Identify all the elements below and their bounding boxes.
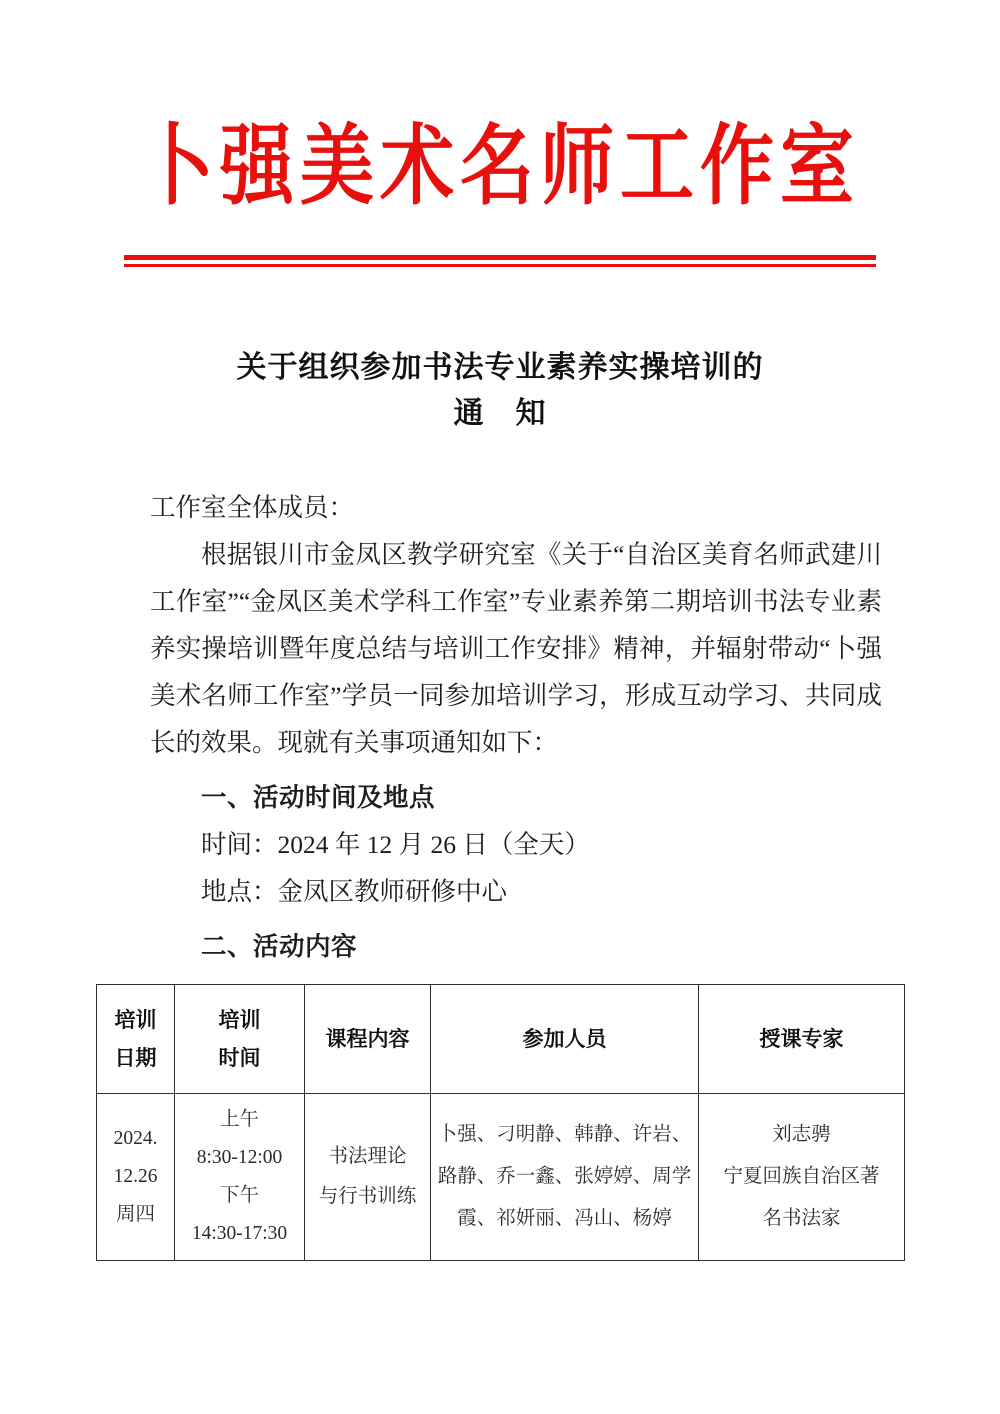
header-participants-line-1: 参加人员 xyxy=(522,1026,607,1051)
schedule-table xyxy=(96,984,905,1261)
expert-line-3: 名书法家 xyxy=(762,1207,841,1229)
column-header-course-content xyxy=(305,984,431,1093)
cell-training-date xyxy=(97,1093,175,1260)
letterhead-title: 卜强美术名师工作室 xyxy=(140,115,860,218)
date-line-2: 12.26 xyxy=(113,1165,158,1187)
participants-line-1: 卜强、刁明静、韩静、许岩、 xyxy=(437,1123,692,1145)
schedule-table-wrapper xyxy=(96,984,904,1261)
date-line-3: 周四 xyxy=(115,1203,155,1225)
table-header-row xyxy=(97,984,905,1093)
participants-line-2: 路静、乔一鑫、张婷婷、周学 xyxy=(437,1165,692,1187)
body-paragraph-1: 根据银川市金凤区教学研究室《关于“自治区美育名师武建川工作室”“金凤区美术学科工作室”专业素养第二期培训书法专业素养实操培训暨年度总结与培训工作安排》精神，并辐射带动“卜强美术名师工作室”学员一同参加培训学习，形成互动学习、共同成长的效果。现就有关事项通知如下： xyxy=(150,539,882,757)
expert-line-1: 刘志骋 xyxy=(772,1123,831,1145)
course-line-1: 书法理论 xyxy=(328,1145,407,1167)
participants-line-3: 霞、祁妍丽、冯山、杨婷 xyxy=(457,1207,672,1229)
time-line-2: 8:30-12:00 xyxy=(196,1146,283,1168)
column-header-training-time xyxy=(175,984,305,1093)
table-row xyxy=(97,1093,905,1260)
time-line-1: 上午 xyxy=(219,1108,259,1130)
expert-line-2: 宁夏回族自治区著 xyxy=(723,1165,880,1187)
activity-time-line: 时间：2024 年 12 月 26 日（全天） xyxy=(201,829,590,859)
letterhead-divider xyxy=(124,255,876,267)
time-line-3: 下午 xyxy=(219,1184,259,1206)
time-line-4: 14:30-17:30 xyxy=(191,1222,288,1244)
document-title-line-2: 通 知 xyxy=(453,397,547,431)
date-line-1: 2024. xyxy=(113,1127,158,1149)
column-header-participants xyxy=(431,984,699,1093)
section-heading-1: 一、活动时间及地点 xyxy=(201,782,436,812)
cell-participants xyxy=(431,1093,699,1260)
table-body xyxy=(97,1093,905,1260)
header-expert-line-1: 授课专家 xyxy=(759,1026,844,1051)
document-body xyxy=(0,484,1000,970)
letterhead xyxy=(0,0,1000,267)
table-head xyxy=(97,984,905,1093)
activity-place-line: 地点：金凤区教师研修中心 xyxy=(201,876,508,906)
header-course-line-1: 课程内容 xyxy=(325,1026,410,1051)
header-time-line-1: 培训 xyxy=(218,1007,261,1032)
cell-training-time xyxy=(175,1093,305,1260)
column-header-training-date xyxy=(97,984,175,1093)
course-line-2: 与行书训练 xyxy=(318,1185,417,1207)
header-time-line-2: 时间 xyxy=(218,1045,261,1070)
header-date-line-1: 培训 xyxy=(114,1007,157,1032)
section-heading-2: 二、活动内容 xyxy=(201,931,358,961)
divider-rule-thin xyxy=(124,264,876,267)
salutation: 工作室全体成员： xyxy=(150,492,355,522)
cell-course-content xyxy=(305,1093,431,1260)
column-header-expert xyxy=(699,984,905,1093)
document-title-line-1: 关于组织参加书法专业素养实操培训的 xyxy=(236,350,764,384)
cell-expert xyxy=(699,1093,905,1260)
header-date-line-2: 日期 xyxy=(114,1045,157,1070)
document-title xyxy=(0,345,1000,438)
